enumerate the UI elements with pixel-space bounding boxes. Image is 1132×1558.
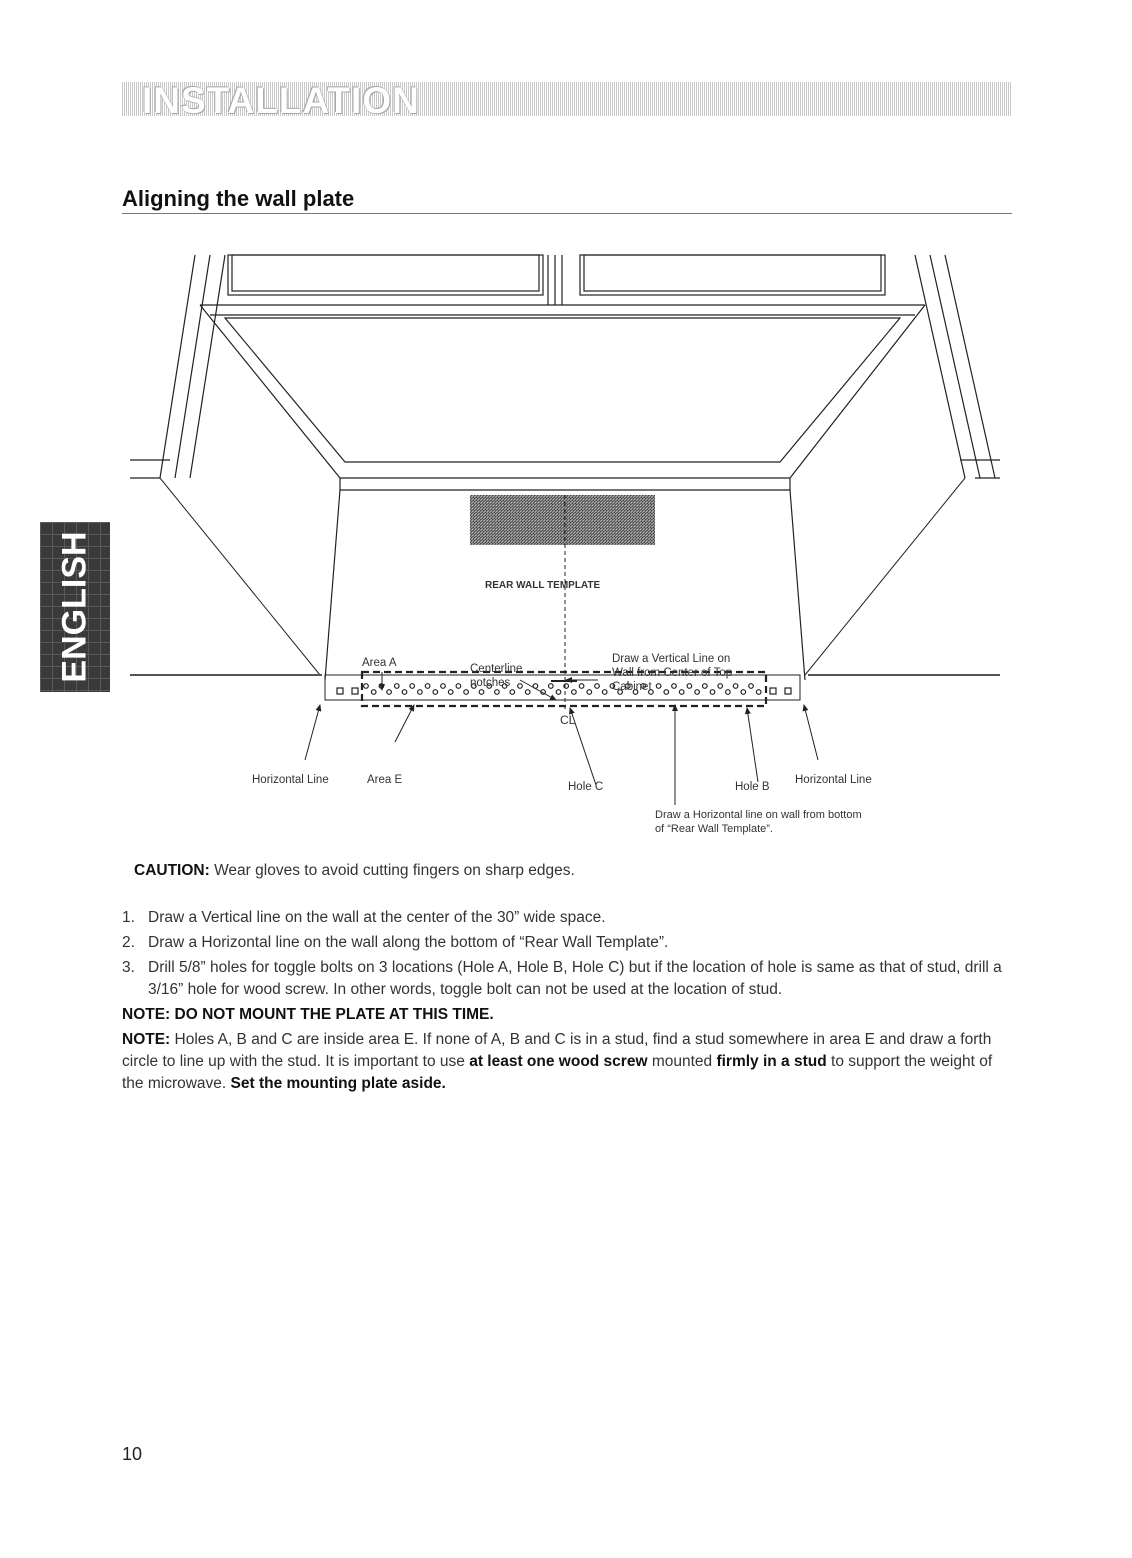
horizontal-line-right-label: Horizontal Line bbox=[795, 774, 872, 786]
plate-hole bbox=[556, 690, 561, 695]
vertical-line-note: Draw a Vertical Line on Wall from Center of Top Cabinet bbox=[612, 653, 733, 693]
rear-wall-template-label: REAR WALL TEMPLATE bbox=[485, 580, 601, 591]
plate-hole bbox=[749, 684, 754, 689]
plate-hole bbox=[495, 690, 500, 695]
plate-hole bbox=[410, 684, 415, 689]
vent-area bbox=[470, 495, 655, 545]
step-item: 1. Draw a Vertical line on the wall at the center of the 30” wide space. bbox=[122, 909, 606, 926]
plate-hole bbox=[510, 690, 515, 695]
caution-text: CAUTION: Wear gloves to avoid cutting fingers on sharp edges. bbox=[134, 862, 575, 879]
plate-hole bbox=[602, 690, 607, 695]
plate-hole bbox=[549, 684, 554, 689]
horizontal-line-left-label: Horizontal Line bbox=[252, 774, 329, 786]
plate-hole bbox=[579, 684, 584, 689]
plate-hole bbox=[733, 684, 738, 689]
plate-hole bbox=[418, 690, 423, 695]
plate-hole bbox=[595, 684, 600, 689]
hole-c-label: Hole C bbox=[568, 781, 604, 793]
note-do-not-mount: NOTE: DO NOT MOUNT THE PLATE AT THIS TIME. bbox=[122, 1006, 494, 1023]
plate-hole bbox=[572, 690, 577, 695]
plate-hole bbox=[525, 690, 530, 695]
section-title: Aligning the wall plate bbox=[122, 186, 1012, 214]
plate-hole bbox=[395, 684, 400, 689]
plate-hole bbox=[587, 690, 592, 695]
horizontal-line-note: Draw a Horizontal line on wall from bottom of “Rear Wall Template”. bbox=[655, 809, 862, 835]
step-item: 3. Drill 5/8” holes for toggle bolts on 3 locations (Hole A, Hole B, Hole C) but if the location of hole is same as that of stud, drill a 3/16” hole for wood screw. In other words, toggle bolt can not be used at the location of stud. bbox=[122, 959, 1002, 998]
centerline-symbol: CL bbox=[560, 713, 576, 727]
plate-hole bbox=[448, 690, 453, 695]
plate-hole bbox=[756, 690, 761, 695]
upper-cabinet bbox=[130, 255, 1000, 490]
plate-hole bbox=[402, 690, 407, 695]
area-a-label: Area A bbox=[362, 657, 397, 669]
step-item: 2. Draw a Horizontal line on the wall along the bottom of “Rear Wall Template”. bbox=[122, 934, 669, 951]
plate-hole bbox=[387, 690, 392, 695]
plate-hole bbox=[364, 684, 369, 689]
page-number: 10 bbox=[122, 1444, 143, 1464]
language-tab-label: ENGLISH bbox=[55, 531, 94, 683]
plate-hole bbox=[371, 690, 376, 695]
area-e-label: Area E bbox=[367, 774, 403, 786]
note-studs: NOTE: Holes A, B and C are inside area E. If none of A, B and C is in a stud, find a stud somewhere in area E and draw a forth circle to line up with the stud. It is important to use at least one wood screw mounted firmly in a stud to support the weight of the microwave. Set the mounting plate aside. bbox=[122, 1031, 993, 1092]
rear-wall bbox=[130, 478, 1000, 712]
plate-hole bbox=[379, 684, 384, 689]
plate-hole bbox=[441, 684, 446, 689]
plate-hole bbox=[456, 684, 461, 689]
plate-hole bbox=[741, 690, 746, 695]
plate-hole bbox=[433, 690, 438, 695]
hole-b-label: Hole B bbox=[735, 781, 770, 793]
banner-text: INSTALLATION bbox=[142, 80, 420, 121]
plate-hole bbox=[464, 690, 469, 695]
plate-hole bbox=[479, 690, 484, 695]
plate-hole bbox=[425, 684, 430, 689]
steps-list bbox=[122, 907, 1012, 1095]
centerline-notches-label: Centerline notches bbox=[470, 663, 523, 689]
